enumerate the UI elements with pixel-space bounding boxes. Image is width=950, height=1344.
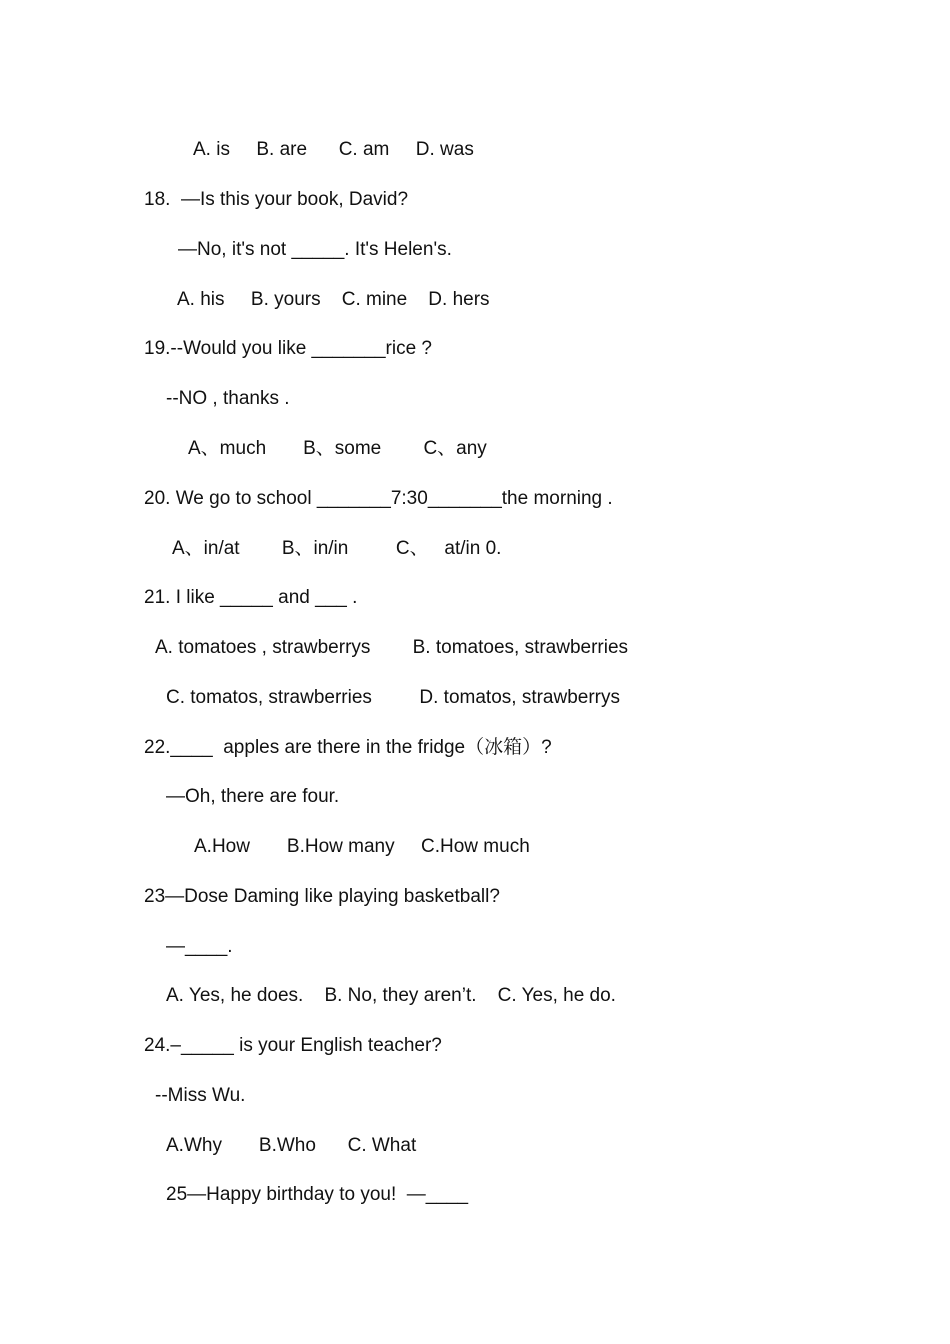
q24-question: 24.–_____ is your English teacher? xyxy=(144,1035,442,1056)
q19-question: 19.--Would you like _______rice ? xyxy=(144,338,432,359)
q23-options: A. Yes, he does. B. No, they aren’t. C. Yes, he do. xyxy=(166,985,616,1006)
q23-answer-line: —____. xyxy=(166,936,233,957)
q22-options: A.How B.How many C.How much xyxy=(194,836,530,857)
q21-options-cd: C. tomatos, strawberries D. tomatos, strawberrys xyxy=(166,687,621,708)
q22-question: 22.____ apples are there in the fridge（冰箱）? xyxy=(144,737,552,758)
q20-options: A、in/at B、in/in C、 at/in 0. xyxy=(172,538,502,559)
q17-options: A. is B. are C. am D. was xyxy=(193,139,474,160)
q25-question: 25—Happy birthday to you! —____ xyxy=(166,1184,469,1205)
q19-answer-line: --NO , thanks . xyxy=(166,388,290,409)
q24-options: A.Why B.Who C. What xyxy=(166,1135,417,1156)
q24-answer-line: --Miss Wu. xyxy=(155,1085,246,1106)
q18-answer-line: —No, it's not _____. It's Helen's. xyxy=(178,239,452,260)
q20-question: 20. We go to school _______7:30_______the morning . xyxy=(144,488,613,509)
q19-options: A、much B、some C、any xyxy=(188,438,487,459)
q21-question: 21. I like _____ and ___ . xyxy=(144,587,358,608)
q18-question: 18. —Is this your book, David? xyxy=(144,189,409,210)
q23-question: 23—Dose Daming like playing basketball? xyxy=(144,886,500,907)
q18-options: A. his B. yours C. mine D. hers xyxy=(177,289,490,310)
q22-answer-line: —Oh, there are four. xyxy=(166,786,340,807)
q21-options-ab: A. tomatoes , strawberrys B. tomatoes, strawberries xyxy=(155,637,629,658)
